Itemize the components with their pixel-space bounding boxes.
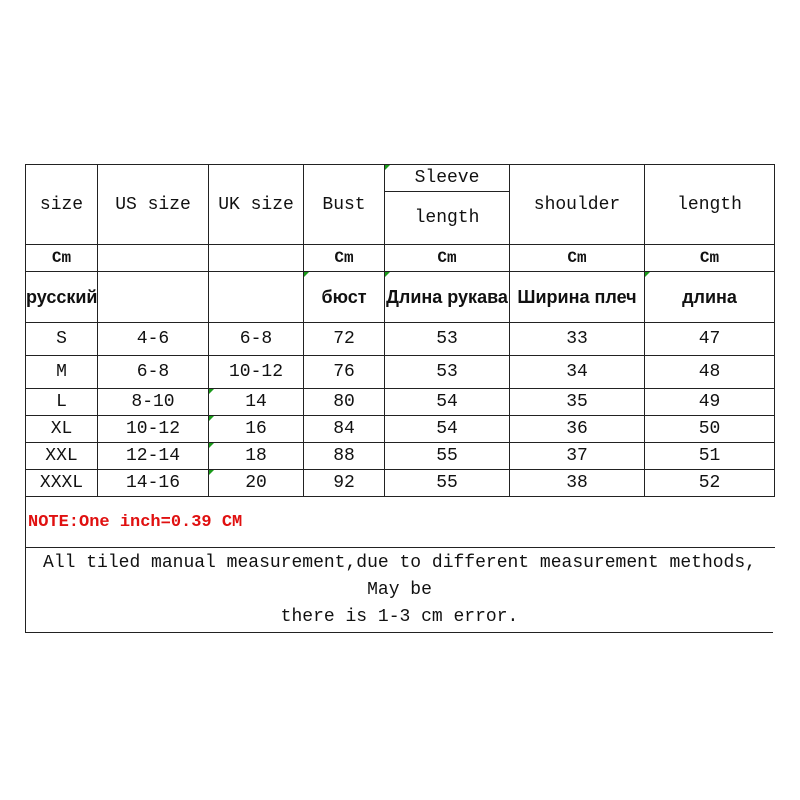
cell-size: XXL: [26, 443, 98, 470]
cell-us: 6-8: [98, 356, 209, 389]
cell-shoulder: 33: [510, 323, 645, 356]
header-size: size: [26, 165, 98, 245]
cell-size: M: [26, 356, 98, 389]
cell-bust: 84: [304, 416, 385, 443]
cell-us: 4-6: [98, 323, 209, 356]
cell-shoulder: 35: [510, 389, 645, 416]
cell-shoulder: 38: [510, 470, 645, 497]
unit-sleeve: Cm: [385, 245, 510, 272]
ru-us: [98, 272, 209, 323]
header-sleeve-top: Sleeve: [385, 165, 510, 192]
table-row: [26, 470, 775, 497]
header-bust: Bust: [304, 165, 385, 245]
size-chart: [25, 164, 774, 633]
cell-size: XXXL: [26, 470, 98, 497]
cell-sleeve: 55: [385, 470, 510, 497]
ru-shoulder: Ширина плеч: [510, 272, 645, 323]
cell-length: 48: [645, 356, 775, 389]
cell-uk: 14: [209, 389, 304, 416]
russian-row: [26, 272, 775, 323]
cell-uk: 20: [209, 470, 304, 497]
cell-bust: 80: [304, 389, 385, 416]
unit-bust: Cm: [304, 245, 385, 272]
cell-sleeve: 54: [385, 389, 510, 416]
cell-size: L: [26, 389, 98, 416]
cell-length: 47: [645, 323, 775, 356]
cell-bust: 92: [304, 470, 385, 497]
table-row: [26, 443, 775, 470]
unit-length: Cm: [645, 245, 775, 272]
cell-uk: 18: [209, 443, 304, 470]
cell-us: 10-12: [98, 416, 209, 443]
cell-length: 52: [645, 470, 775, 497]
ru-sleeve: Длина рукава: [385, 272, 510, 323]
cell-sleeve: 55: [385, 443, 510, 470]
measurement-disclaimer: All tiled manual measurement,due to different measurement methods, May be there is 1-3 cm error.: [25, 548, 773, 633]
cell-bust: 72: [304, 323, 385, 356]
cell-us: 12-14: [98, 443, 209, 470]
cell-uk: 16: [209, 416, 304, 443]
table-row: [26, 356, 775, 389]
cell-length: 50: [645, 416, 775, 443]
table-row: [26, 389, 775, 416]
note-text: NOTE:One inch=0.39 CM: [28, 512, 243, 532]
cell-sleeve: 54: [385, 416, 510, 443]
unit-us: [98, 245, 209, 272]
unit-row: [26, 245, 775, 272]
unit-uk: [209, 245, 304, 272]
cell-bust: 88: [304, 443, 385, 470]
ru-length: длина: [645, 272, 775, 323]
header-sleeve-bottom: length: [385, 192, 510, 245]
cell-sleeve: 53: [385, 323, 510, 356]
table-row: [26, 416, 775, 443]
note-line: [25, 497, 775, 548]
unit-shoulder: Cm: [510, 245, 645, 272]
ru-bust: бюст: [304, 272, 385, 323]
header-row: [26, 165, 775, 192]
header-us-size: US size: [98, 165, 209, 245]
header-length: length: [645, 165, 775, 245]
cell-bust: 76: [304, 356, 385, 389]
cell-shoulder: 36: [510, 416, 645, 443]
ru-size: русский: [26, 272, 98, 323]
cell-uk: 10-12: [209, 356, 304, 389]
cell-uk: 6-8: [209, 323, 304, 356]
cell-length: 51: [645, 443, 775, 470]
cell-shoulder: 37: [510, 443, 645, 470]
header-uk-size: UK size: [209, 165, 304, 245]
cell-shoulder: 34: [510, 356, 645, 389]
cell-sleeve: 53: [385, 356, 510, 389]
table-row: [26, 323, 775, 356]
size-table: [25, 164, 775, 497]
header-shoulder: shoulder: [510, 165, 645, 245]
unit-size: Cm: [26, 245, 98, 272]
cell-us: 14-16: [98, 470, 209, 497]
cell-size: S: [26, 323, 98, 356]
cell-us: 8-10: [98, 389, 209, 416]
cell-size: XL: [26, 416, 98, 443]
cell-length: 49: [645, 389, 775, 416]
ru-uk: [209, 272, 304, 323]
